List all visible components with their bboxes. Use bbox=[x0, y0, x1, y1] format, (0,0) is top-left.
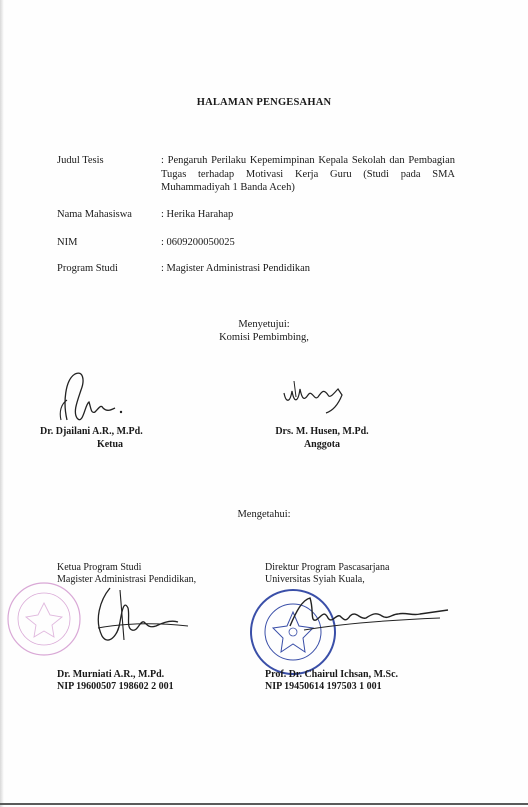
field-value: : Pengaruh Perilaku Kepemimpinan Kepala Sekolah dan Pembagian Tugas terhadap Motivasi Kerja Guru (Studi pada SMA Muhammadiyah 1 Banda Aceh) bbox=[161, 155, 455, 193]
acknowledge-heading: Mengetahui: bbox=[237, 509, 291, 520]
left-official-name: Dr. Murniati A.R., M.Pd. bbox=[57, 669, 165, 680]
bottom-scan-line bbox=[0, 803, 528, 805]
signature-murniati bbox=[80, 580, 200, 650]
left-official-nip: NIP 19600507 198602 2 001 bbox=[57, 681, 174, 692]
chair-name: Dr. Djailani A.R., M.Pd. bbox=[40, 426, 143, 437]
field-value: : Herika Harahap bbox=[161, 209, 234, 220]
chair-role: Ketua bbox=[96, 439, 124, 450]
right-official-title1: Direktur Program Pascasarjana bbox=[265, 562, 390, 573]
right-official-name: Prof. Dr. Chairul Ichsan, M.Sc. bbox=[265, 669, 399, 680]
page-title: HALAMAN PENGESAHAN bbox=[196, 97, 332, 108]
field-value: : 0609200050025 bbox=[161, 237, 235, 248]
signature-husen bbox=[282, 375, 362, 415]
field-label: Judul Tesis bbox=[57, 155, 104, 166]
field-label: NIM bbox=[57, 237, 78, 248]
member-role: Anggota bbox=[303, 439, 341, 450]
approval-heading: Menyetujui: bbox=[238, 319, 290, 330]
signature-chairul bbox=[280, 590, 460, 640]
right-official-nip: NIP 19450614 197503 1 001 bbox=[265, 681, 382, 692]
scan-edge bbox=[0, 0, 4, 807]
field-label: Program Studi bbox=[57, 263, 118, 274]
field-value: : Magister Administrasi Pendidikan bbox=[161, 263, 311, 274]
left-official-title1: Ketua Program Studi bbox=[57, 562, 142, 573]
field-label: Nama Mahasiswa bbox=[57, 209, 132, 220]
left-official-title2: Magister Administrasi Pendidikan, bbox=[57, 574, 197, 585]
member-name: Drs. M. Husen, M.Pd. bbox=[275, 426, 369, 437]
approval-committee: Komisi Pembimbing, bbox=[219, 332, 309, 343]
right-official-title2: Universitas Syiah Kuala, bbox=[265, 574, 365, 585]
